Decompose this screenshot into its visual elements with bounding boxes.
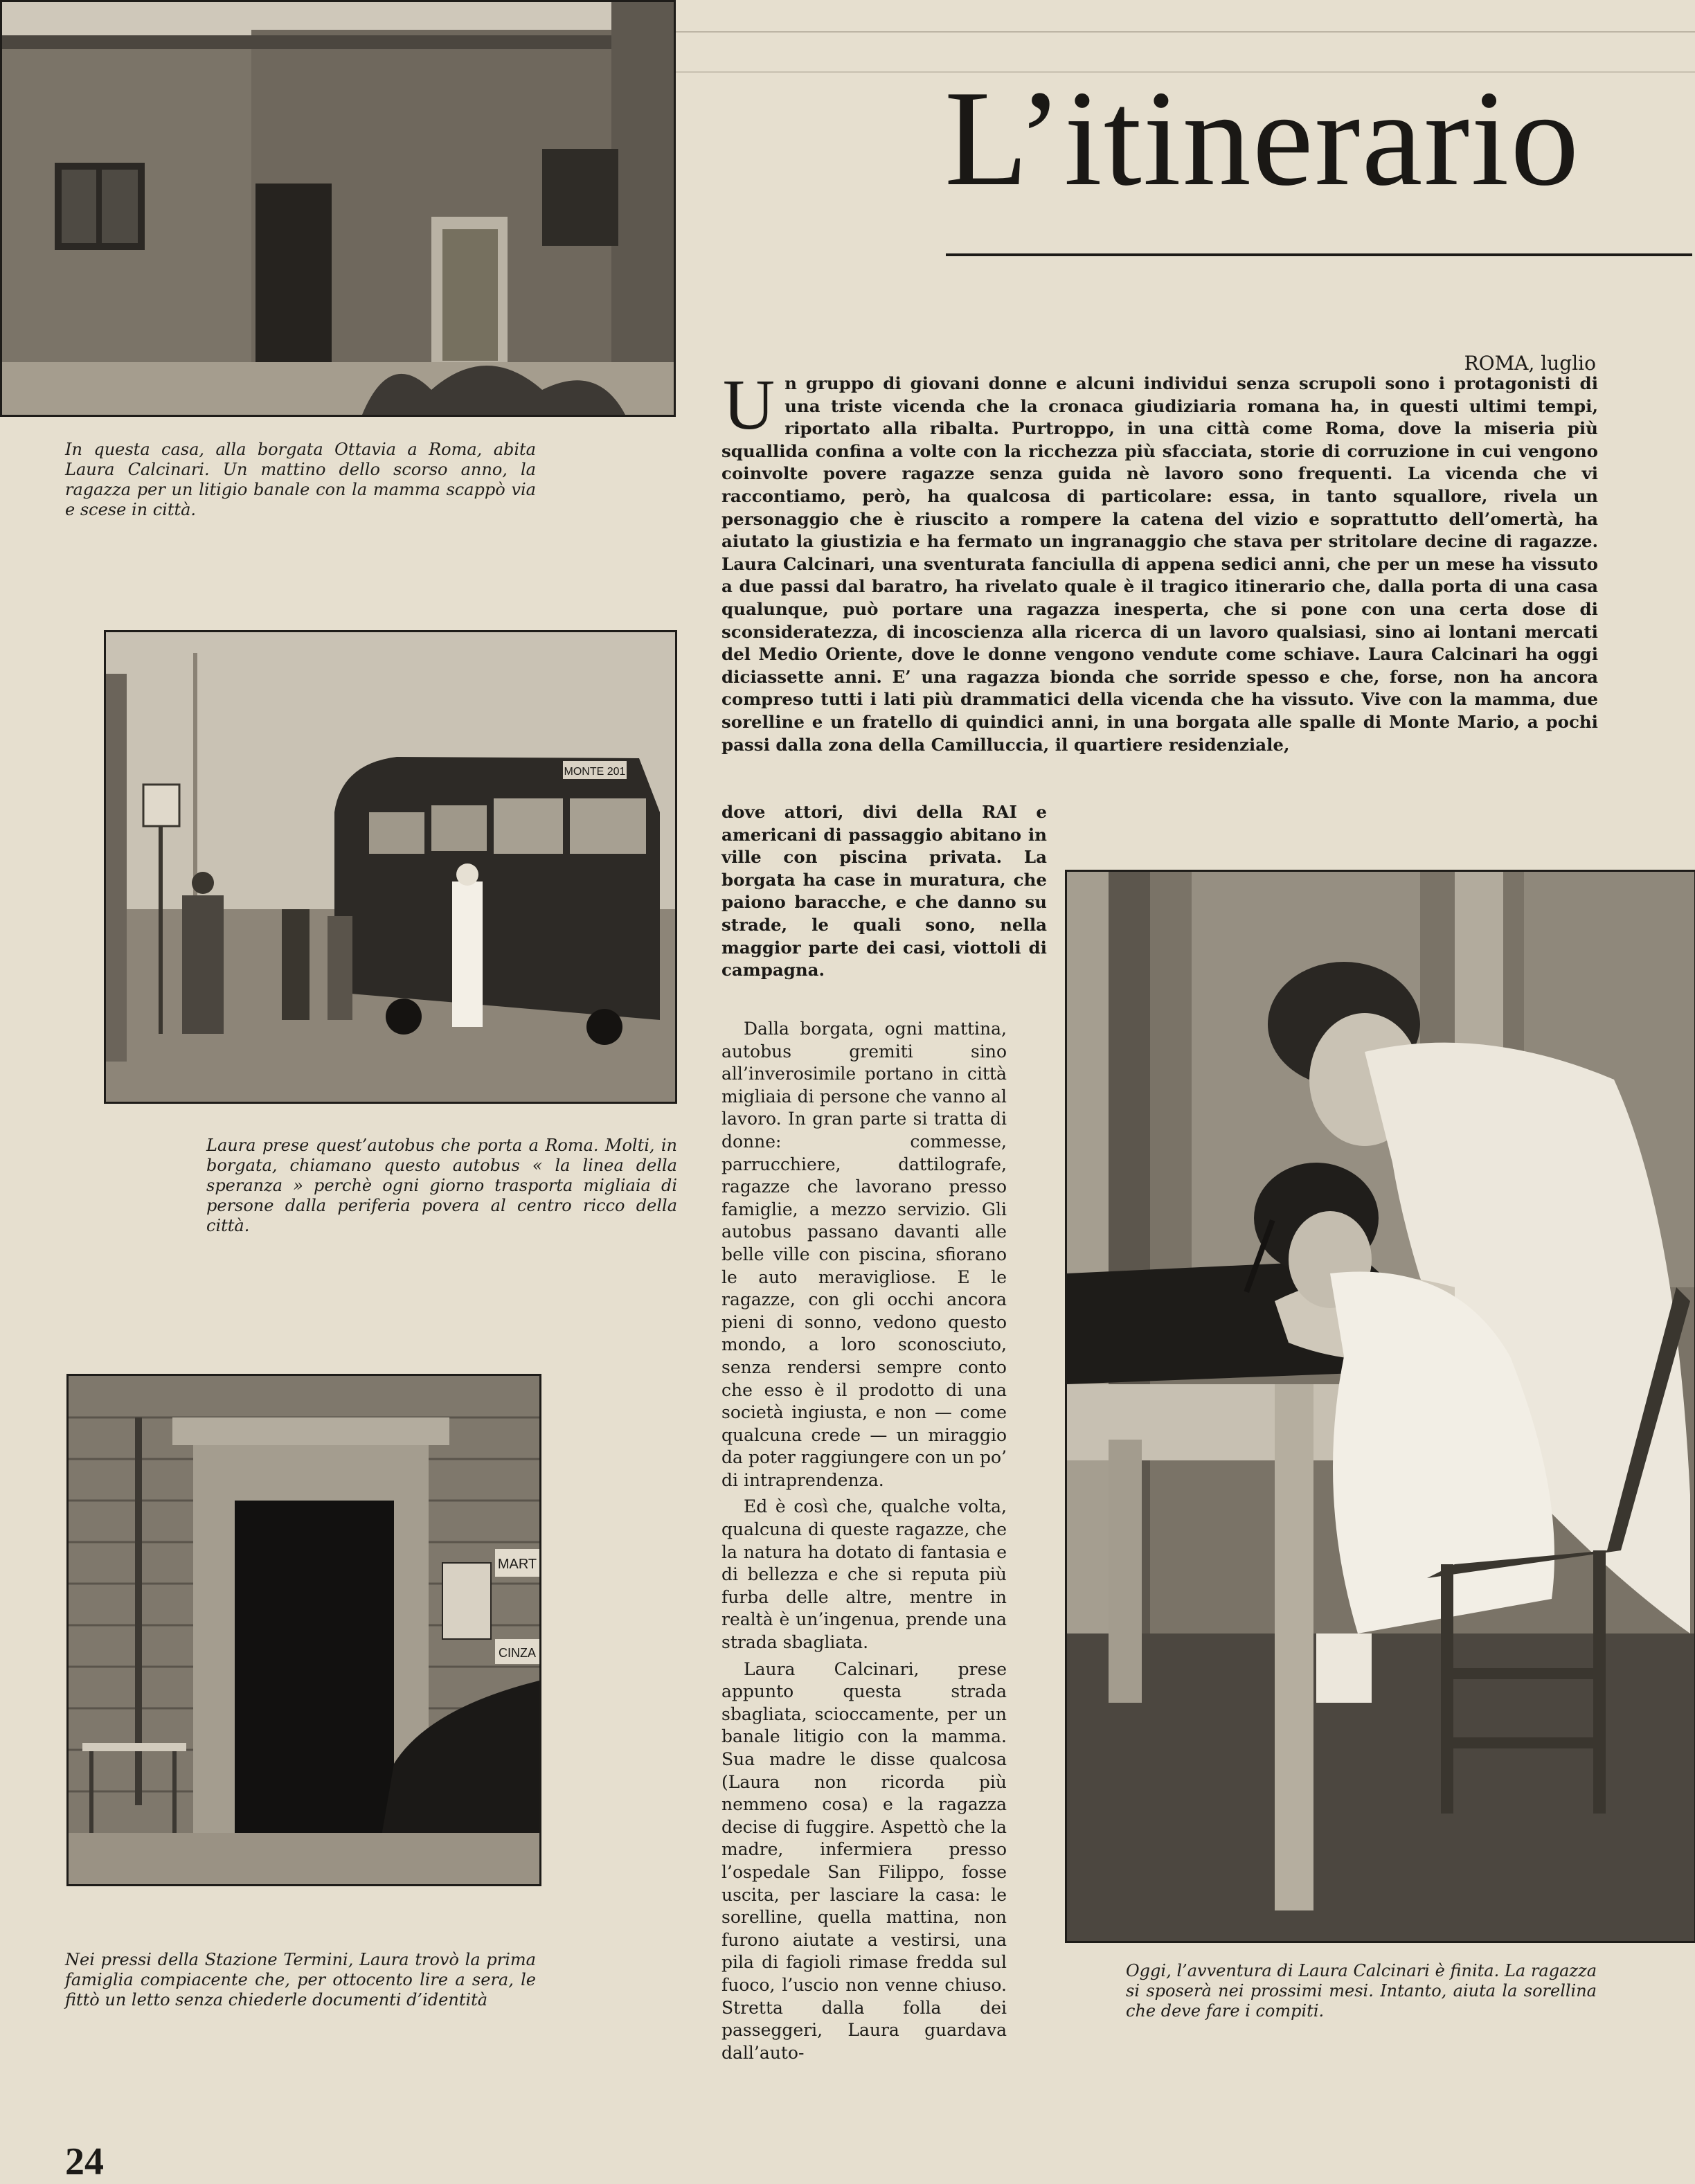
article-lead-continued: dove attori, divi della RAI e americani di passaggio abitano in ville con piscina privata. La borgata ha case in muratura, che paiono baracche, e che danno su strade, le quali sono, nella maggior parte dei casi, viottoli di campagna. (721, 802, 1047, 981)
drop-cap: U (723, 365, 775, 445)
caption-bus: Laura prese quest’autobus che porta a Roma. Molti, in borgata, chiamano questo autobus « la linea della speranza » perchè ogni giorno trasporta migliaia di persone dalla periferia povera al centro ricco della città. (206, 1136, 677, 1235)
article-paragraph: Laura Calcinari, prese appunto questa strada sbagliata, scioccamente, per un banale litigio con la mamma. Sua madre le disse qualcosa (Laura non ricorda più nemmeno cosa) e la ragazza decise di fuggire. Aspettò che la madre, infermiera presso l’ospedale San Filippo, fosse uscita, per lasciare la casa: le sorelline, quella mattina, non furono aiutate a vestirsi, una pila di fagioli rimase fredda sul fuoco, l’uscio non venne chiuso. Stretta dalla folla dei passeggeri, Laura guardava dall’auto- (721, 1658, 1007, 2063)
dateline: ROMA, luglio (1464, 352, 1596, 375)
bus-route-sign: MONTE 201 (564, 766, 626, 778)
article-lead (721, 365, 1598, 756)
article-paragraph: Dalla borgata, ogni mattina, autobus gremiti sino all’inverosimile portano in città migliaia di persone che vanno al lavoro. In gran parte si tratta di donne: commesse, parrucchiere, dattilografe, ragazze che lavorano presso famiglie, a mezzo servizio. Gli autobus passano davanti alle belle ville con piscina, sfiorano le auto meravigliose. E le ragazze, con gli occhi ancora pieni di sonno, vedono questo mondo, a loro sconosciuto, senza rendersi sempre conto che esso è il prodotto di una società ingiusta, e non — come qualcuna crede — un miraggio da poter raggiungere con un po’ di intraprendenza. (721, 1019, 1007, 1490)
title-rule (946, 253, 1692, 256)
page-number: 24 (65, 2140, 104, 2183)
shop-sign-cinza: CINZA (499, 1646, 536, 1660)
article-body (721, 1018, 1007, 2068)
photo-door (66, 1374, 541, 1886)
page-title: L’itinerario (944, 62, 1581, 214)
caption-mother: Oggi, l’avventura di Laura Calcinari è finita. La ragazza si sposerà nei prossimi mesi. Intanto, aiuta la sorellina che deve fare i compiti. (1126, 1961, 1597, 2021)
photo-mother-daughter (1065, 870, 1695, 1943)
photo-house (0, 0, 676, 417)
article-paragraph: Ed è così che, qualche volta, qualcuna di queste ragazze, che la natura ha dotato di fantasia e di bellezza e che si reputa più furba delle altre, mentre in realtà è un’ingenua, prende una strada sbagliata. (721, 1496, 1007, 1653)
shop-sign-mart: MART (497, 1557, 537, 1572)
caption-door: Nei pressi della Stazione Termini, Laura trovò la prima famiglia compiacente che, per ottocento lire a sera, le fittò un letto senza chiederle documenti d’identità (65, 1950, 536, 2010)
photo-bus (104, 630, 677, 1104)
lead-text: n gruppo di giovani donne e alcuni individui senza scrupoli sono i protagonisti di una triste vicenda che la cronaca giudiziaria romana ha, in questi ultimi tempi, riportato alla ribalta. Purtroppo, in una città come Roma, dove la miseria più squallida confina a volte con la ricchezza più sfacciata, storie di corruzione in cui vengono coinvolte povere ragazze senza guida nè lavoro sono frequenti. La vicenda che vi raccontiamo, però, ha qualcosa di particolare: essa, in tanto squallore, rivela un personaggio che è riuscito a rompere la catena del vizio e soprattutto dell’omertà, ha aiutato la giustizia e ha fermato un ingranaggio che stava per stritolare decine di ragazze. Laura Calcinari, una sventurata fanciulla di appena sedici anni, che per un mese ha vissuto a due passi dal baratro, ha rivelato quale è il tragico itinerario che, dalla porta di una casa qualunque, può portare una ragazza inesperta, che si pone con una certa dose di sconsideratezza, di incoscienza alla ricerca di un lavoro qualsiasi, sino ai lontani mercati del Medio Oriente, dove le donne vengono vendute come schiave. Laura Calcinari ha oggi diciassette anni. E’ una ragazza bionda che sorride spesso e che, forse, non ha ancora compreso tutti i lati più drammatici della vicenda che ha vissuto. Vive con la mamma, due sorelline e un fratello di quindici anni, in una borgata alle spalle di Monte Mario, a pochi passi dalla zona della Camilluccia, il quartiere residenziale, (721, 373, 1598, 755)
caption-house: In questa casa, alla borgata Ottavia a Roma, abita Laura Calcinari. Un mattino dello scorso anno, la ragazza per un litigio banale con la mamma scappò via e scese in città. (65, 440, 536, 519)
